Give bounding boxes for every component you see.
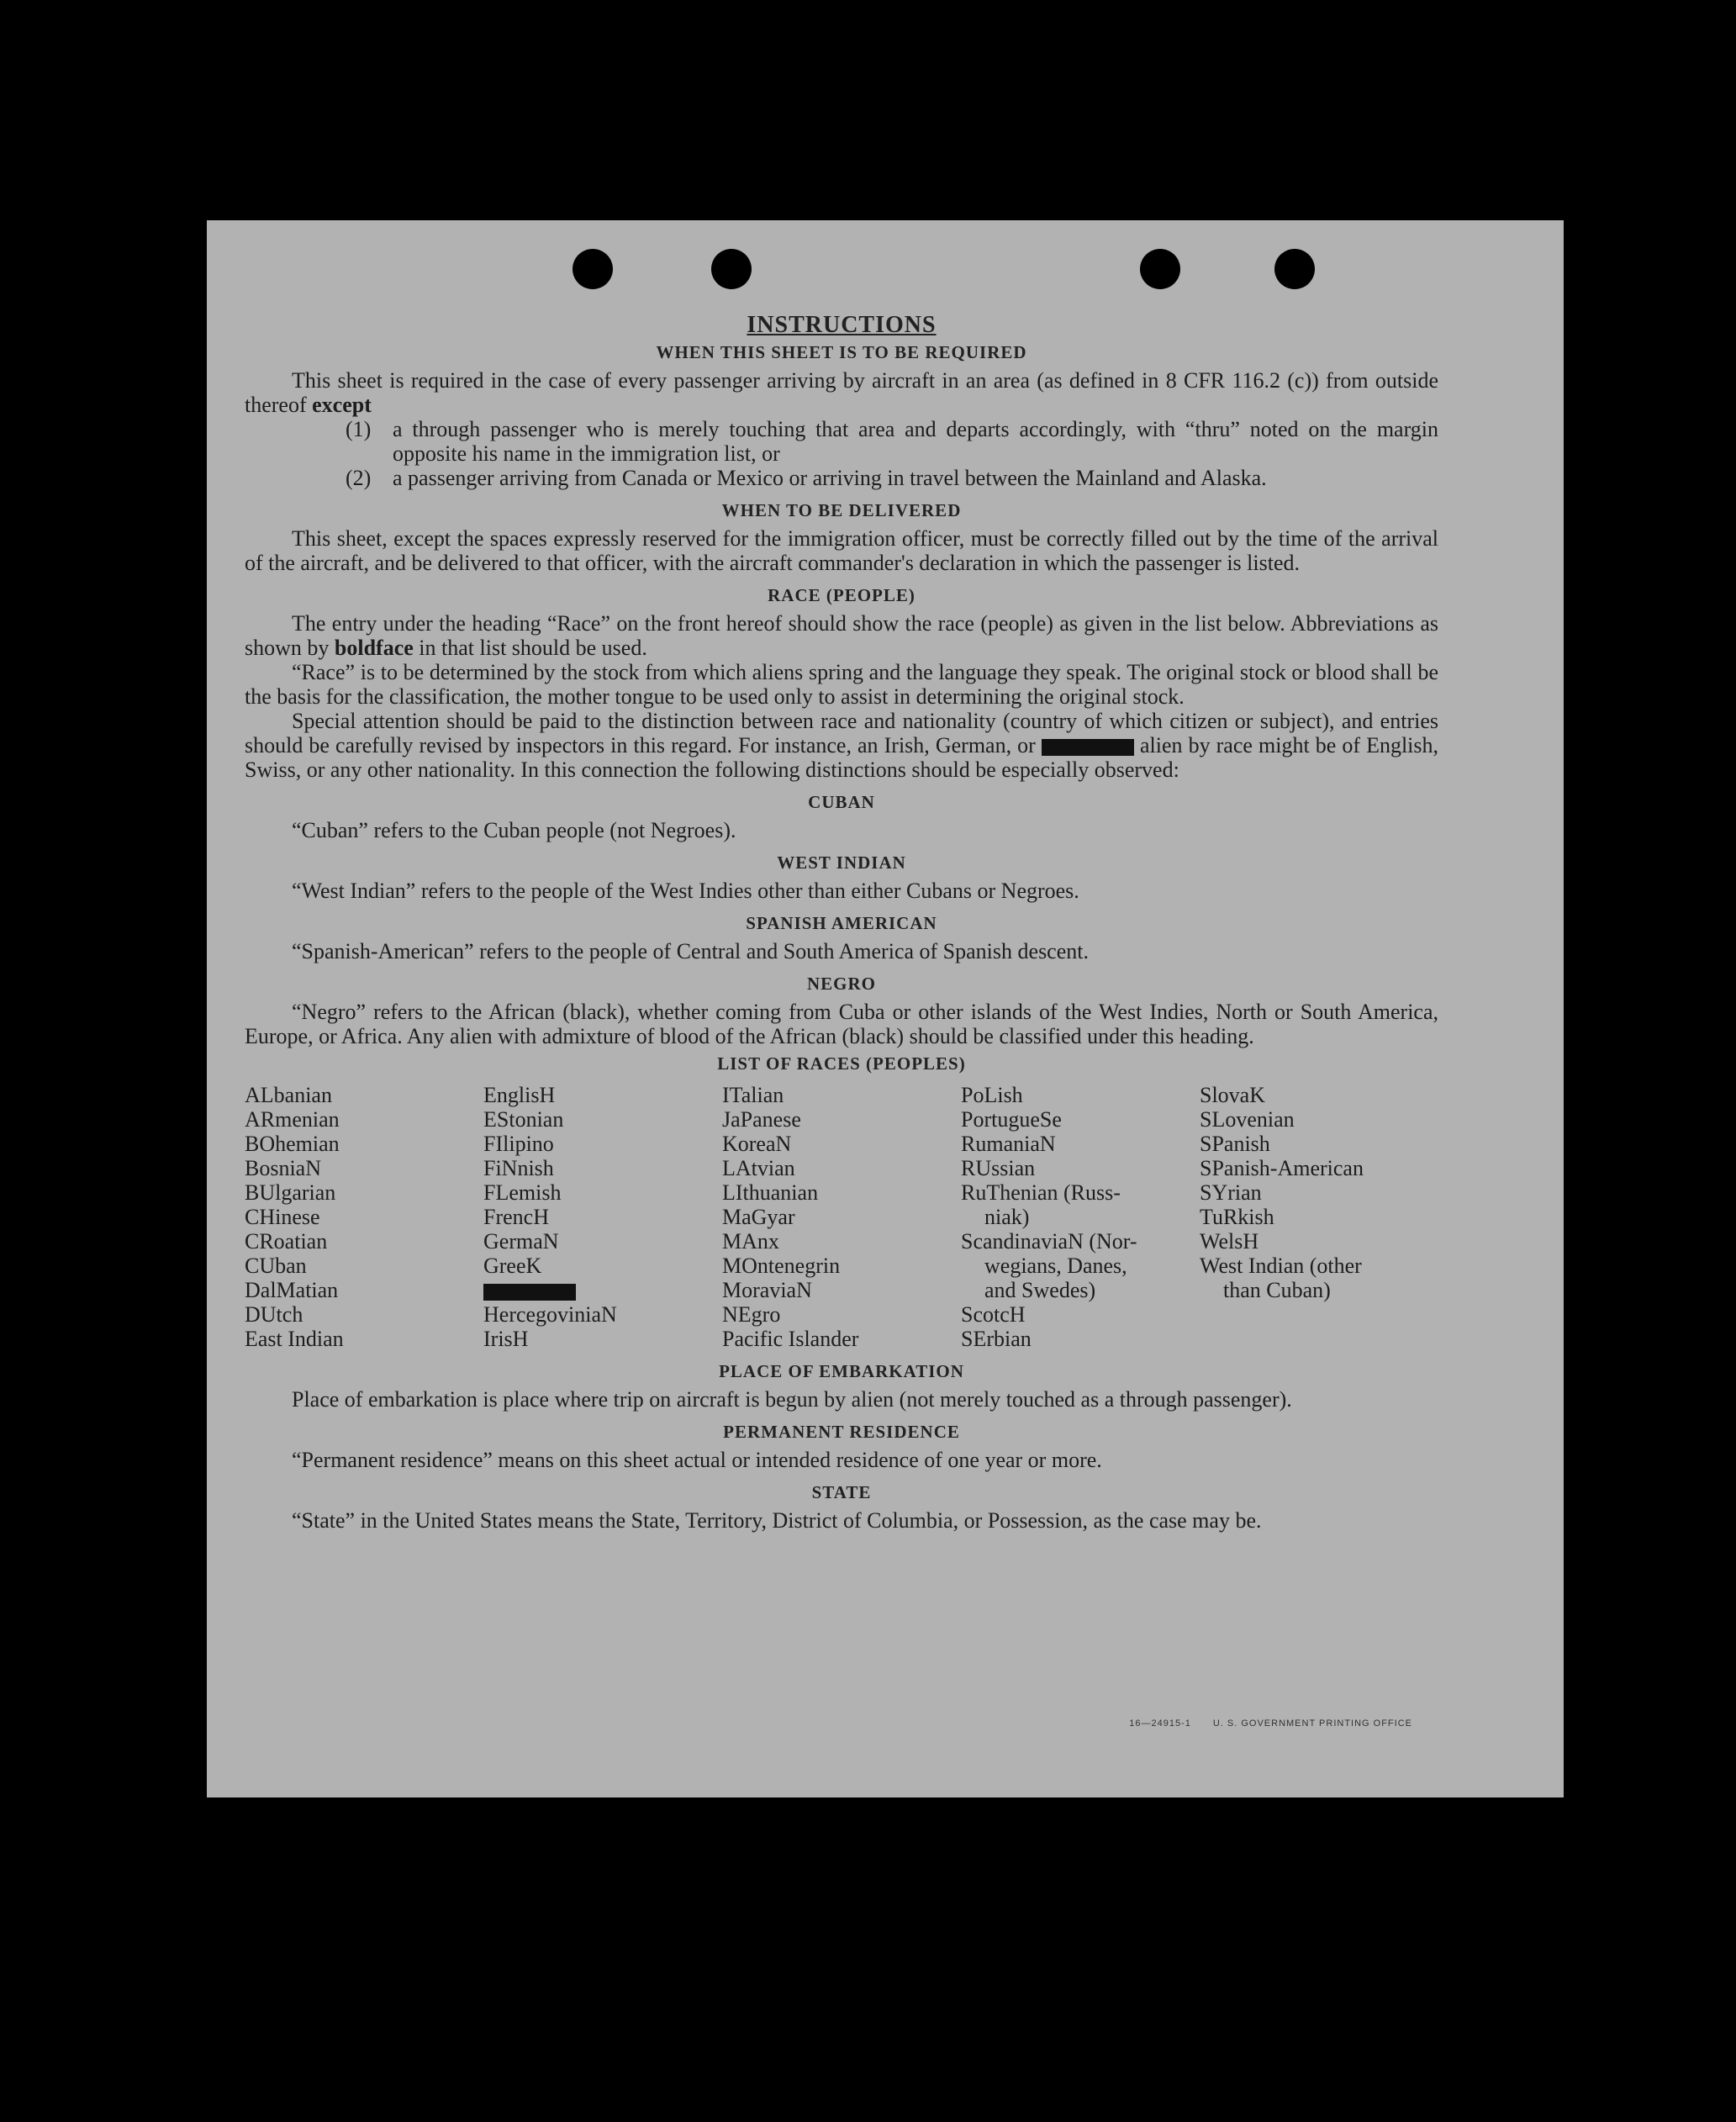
race-item: SlovaK xyxy=(1200,1083,1265,1107)
heading-list-of-races: LIST OF RACES (PEOPLES) xyxy=(717,1053,966,1074)
race-item: ITalian xyxy=(722,1083,784,1107)
race-item: HercegoviniaN xyxy=(483,1302,617,1327)
race-item: NEgro xyxy=(722,1302,781,1327)
race-item-redacted xyxy=(483,1278,722,1302)
negro-text: “Negro” refers to the African (black), whether coming from Cuba or other islands of the West Indies, North or South America, Europe, or Africa. Any alien with admixture of blood of the African (black) should be classified under this heading. xyxy=(245,1000,1438,1048)
race-item: niak) xyxy=(984,1205,1030,1229)
heading-west-indian: WEST INDIAN xyxy=(777,852,906,873)
when-delivered-text: This sheet, except the spaces expressly reserved for the immigration officer, must be correctly filled out by the time of the arrival of the aircraft, and be delivered to that officer, with the aircraft commander's declaration in which the passenger is listed. xyxy=(245,526,1438,575)
when-required-intro: This sheet is required in the case of every passenger arriving by aircraft in an area (as defined in 8 CFR 116.2 (c)) from outside thereof except xyxy=(245,368,1438,417)
race-item: MOntenegrin xyxy=(722,1254,841,1278)
cuban-text: “Cuban” refers to the Cuban people (not Negroes). xyxy=(292,818,736,842)
race-item: DUtch xyxy=(245,1302,303,1327)
race-column-1 xyxy=(245,1083,483,1351)
exception-item-2: (2) a passenger arriving from Canada or Mexico or arriving in travel between the Mainland and Alaska. xyxy=(346,466,1267,490)
race-item: TuRkish xyxy=(1200,1205,1274,1229)
punch-hole xyxy=(573,249,613,289)
race-paragraph-2: “Race” is to be determined by the stock from which aliens spring and the language they speak. The original stock or blood shall be the basis for the classification, the mother tongue to be used only to assist in determining the original stock. xyxy=(245,660,1438,709)
race-item: GreeK xyxy=(483,1254,542,1278)
heading-residence: PERMANENT RESIDENCE xyxy=(723,1422,960,1442)
race-item: EnglisH xyxy=(483,1083,556,1107)
race-item: WelsH xyxy=(1200,1229,1259,1254)
race-item: MaGyar xyxy=(722,1205,795,1229)
race-item: MoraviaN xyxy=(722,1278,812,1302)
heading-embarkation: PLACE OF EMBARKATION xyxy=(719,1361,964,1381)
race-item: SYrian xyxy=(1200,1180,1262,1205)
race-item: BosniaN xyxy=(245,1156,321,1180)
race-item: EStonian xyxy=(483,1107,564,1132)
race-item: CUban xyxy=(245,1254,307,1278)
race-item: LIthuanian xyxy=(722,1180,819,1205)
race-column-5 xyxy=(1200,1083,1438,1351)
printer-name: U. S. GOVERNMENT PRINTING OFFICE xyxy=(1212,1718,1412,1729)
race-item: PoLish xyxy=(961,1083,1023,1107)
redaction-mark xyxy=(1042,739,1134,756)
race-item: BUlgarian xyxy=(245,1180,336,1205)
residence-text: “Permanent residence” means on this sheet actual or intended residence of one year or more. xyxy=(292,1448,1102,1472)
race-item: FrencH xyxy=(483,1205,549,1229)
race-item: ScandinaviaN (Nor- xyxy=(961,1229,1137,1254)
form-number: 16—24915-1 xyxy=(1129,1718,1191,1729)
race-item: SErbian xyxy=(961,1327,1032,1351)
heading-negro: NEGRO xyxy=(806,974,876,994)
punch-hole xyxy=(1274,249,1315,289)
race-item: LAtvian xyxy=(722,1156,795,1180)
race-item: SLovenian xyxy=(1200,1107,1295,1132)
race-item: than Cuban) xyxy=(1223,1278,1331,1302)
race-item: KoreaN xyxy=(722,1132,792,1156)
embarkation-text: Place of embarkation is place where trip on aircraft is begun by alien (not merely touched as a through passenger). xyxy=(292,1387,1292,1412)
exception-item-1: (1) a through passenger who is merely touching that area and departs accordingly, with “thru” noted on the margin opposite his name in the immigration list, or xyxy=(346,417,1438,466)
race-item: SPanish xyxy=(1200,1132,1270,1156)
page-title: INSTRUCTIONS xyxy=(747,312,937,338)
race-item: PortugueSe xyxy=(961,1107,1062,1132)
race-item: FLemish xyxy=(483,1180,562,1205)
race-item: MAnx xyxy=(722,1229,779,1254)
printer-imprint xyxy=(1129,1718,1412,1729)
race-item: ScotcH xyxy=(961,1302,1026,1327)
race-item: IrisH xyxy=(483,1327,529,1351)
race-item: wegians, Danes, xyxy=(984,1254,1127,1278)
heading-when-delivered: WHEN TO BE DELIVERED xyxy=(721,500,962,520)
redaction-mark xyxy=(483,1284,576,1301)
race-item: Pacific Islander xyxy=(722,1327,859,1351)
heading-race: RACE (PEOPLE) xyxy=(768,585,915,605)
instructions-content xyxy=(245,313,1438,1533)
race-item: FIlipino xyxy=(483,1132,554,1156)
race-item: SPanish-American xyxy=(1200,1156,1364,1180)
race-item: GermaN xyxy=(483,1229,559,1254)
punch-hole xyxy=(711,249,752,289)
race-item: DalMatian xyxy=(245,1278,339,1302)
race-column-4 xyxy=(961,1083,1200,1351)
race-list xyxy=(245,1083,1438,1351)
race-item: RumaniaN xyxy=(961,1132,1056,1156)
race-column-2 xyxy=(483,1083,722,1351)
heading-cuban: CUBAN xyxy=(808,792,875,812)
heading-when-required: WHEN THIS SHEET IS TO BE REQUIRED xyxy=(656,342,1027,362)
race-column-3 xyxy=(722,1083,961,1351)
spanish-american-text: “Spanish-American” refers to the people of Central and South America of Spanish descent. xyxy=(292,939,1089,963)
heading-state: STATE xyxy=(811,1482,872,1502)
heading-spanish-american: SPANISH AMERICAN xyxy=(746,913,937,933)
instruction-sheet xyxy=(207,220,1564,1797)
race-item: ARmenian xyxy=(245,1107,340,1132)
race-item: and Swedes) xyxy=(984,1278,1096,1302)
race-item: CRoatian xyxy=(245,1229,328,1254)
race-item: BOhemian xyxy=(245,1132,340,1156)
race-item: CHinese xyxy=(245,1205,320,1229)
punch-hole xyxy=(1140,249,1180,289)
race-paragraph-3: Special attention should be paid to the distinction between race and nationality (country of which citizen or subject), and entries should be carefully revised by inspectors in this regard. For instance, an Irish, German, or alien by race might be of English, Swiss, or any other nationality. In this connection the following distinctions should be especially observed: xyxy=(245,709,1439,782)
race-item: West Indian (other xyxy=(1200,1254,1362,1278)
race-item: RuThenian (Russ- xyxy=(961,1180,1121,1205)
race-item: ALbanian xyxy=(245,1083,332,1107)
west-indian-text: “West Indian” refers to the people of the West Indies other than either Cubans or Negroes. xyxy=(292,879,1079,903)
race-item: RUssian xyxy=(961,1156,1036,1180)
race-item: East Indian xyxy=(245,1327,344,1351)
state-text: “State” in the United States means the State, Territory, District of Columbia, or Possession, as the case may be. xyxy=(292,1508,1262,1533)
race-paragraph-1: The entry under the heading “Race” on the front hereof should show the race (people) as given in the list below. Abbreviations as shown by boldface in that list should be used. xyxy=(245,611,1438,660)
race-item: FiNnish xyxy=(483,1156,554,1180)
race-item: JaPanese xyxy=(722,1107,801,1132)
